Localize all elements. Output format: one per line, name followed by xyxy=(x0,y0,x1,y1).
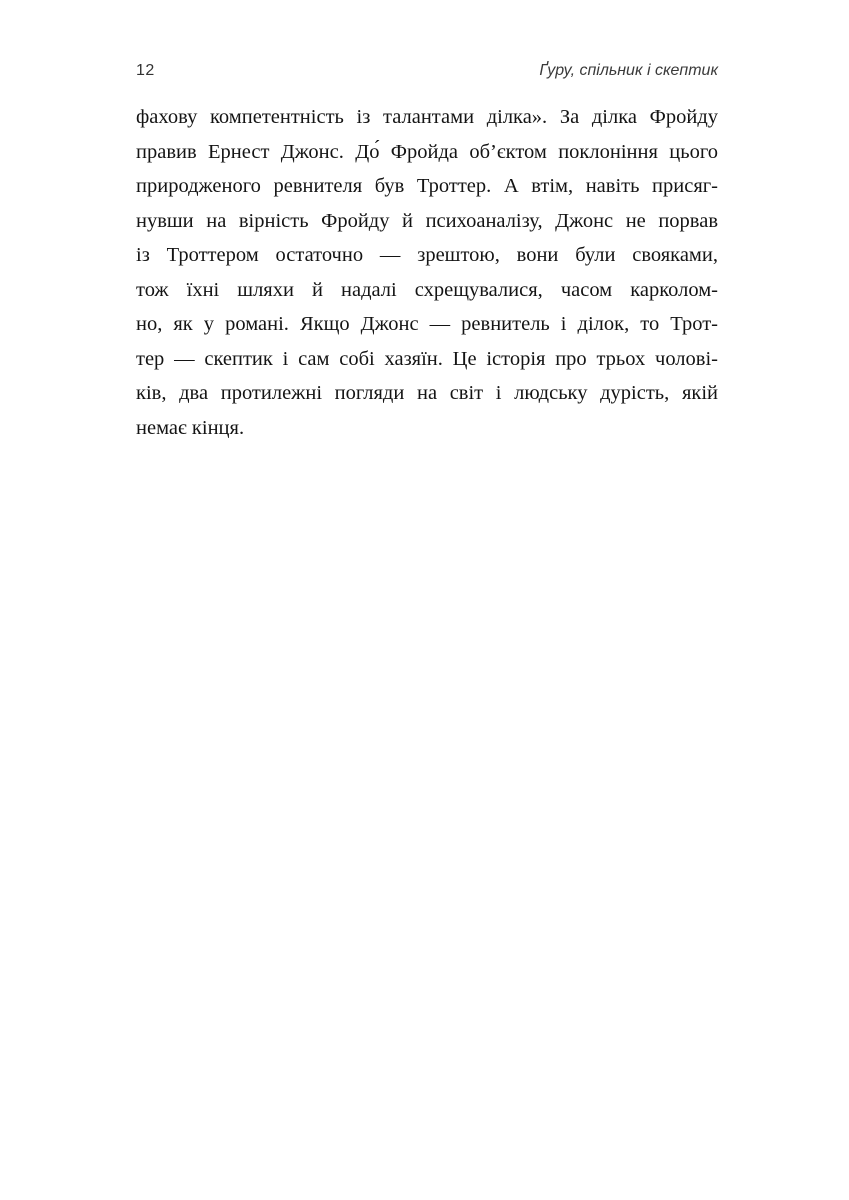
text-line: фахову компетентність із талантами ділка». За ділка Фройду xyxy=(136,106,718,128)
text-line: нувши на вірність Фройду й психоаналізу, Джонс не порвав xyxy=(136,209,718,232)
running-head xyxy=(136,60,718,84)
chapter-title: Ґуру, спільник і скептик xyxy=(539,62,718,79)
text-line: ків, два протилежні погляди на світ і людську дурість, якій xyxy=(136,382,718,404)
text-line: правив Ернест Джонс. До́ Фройда об’єктом поклоніння цього xyxy=(136,140,718,163)
text-line: із Троттером остаточно — зрештою, вони були свояками, xyxy=(136,244,718,266)
page-number: 12 xyxy=(136,62,155,79)
text-line: тож їхні шляхи й надалі схрещувалися, часом карколом- xyxy=(136,278,718,301)
body-paragraph xyxy=(136,100,718,445)
text-line: но, як у романі. Якщо Джонс — ревнитель і ділок, то Трот- xyxy=(136,313,718,335)
text-line: природженого ревнителя був Троттер. А втім, навіть присяг- xyxy=(136,175,718,197)
text-line: тер — скептик і сам собі хазяїн. Це історія про трьох чолові- xyxy=(136,347,718,370)
text-line: немає кінця. xyxy=(136,416,245,439)
